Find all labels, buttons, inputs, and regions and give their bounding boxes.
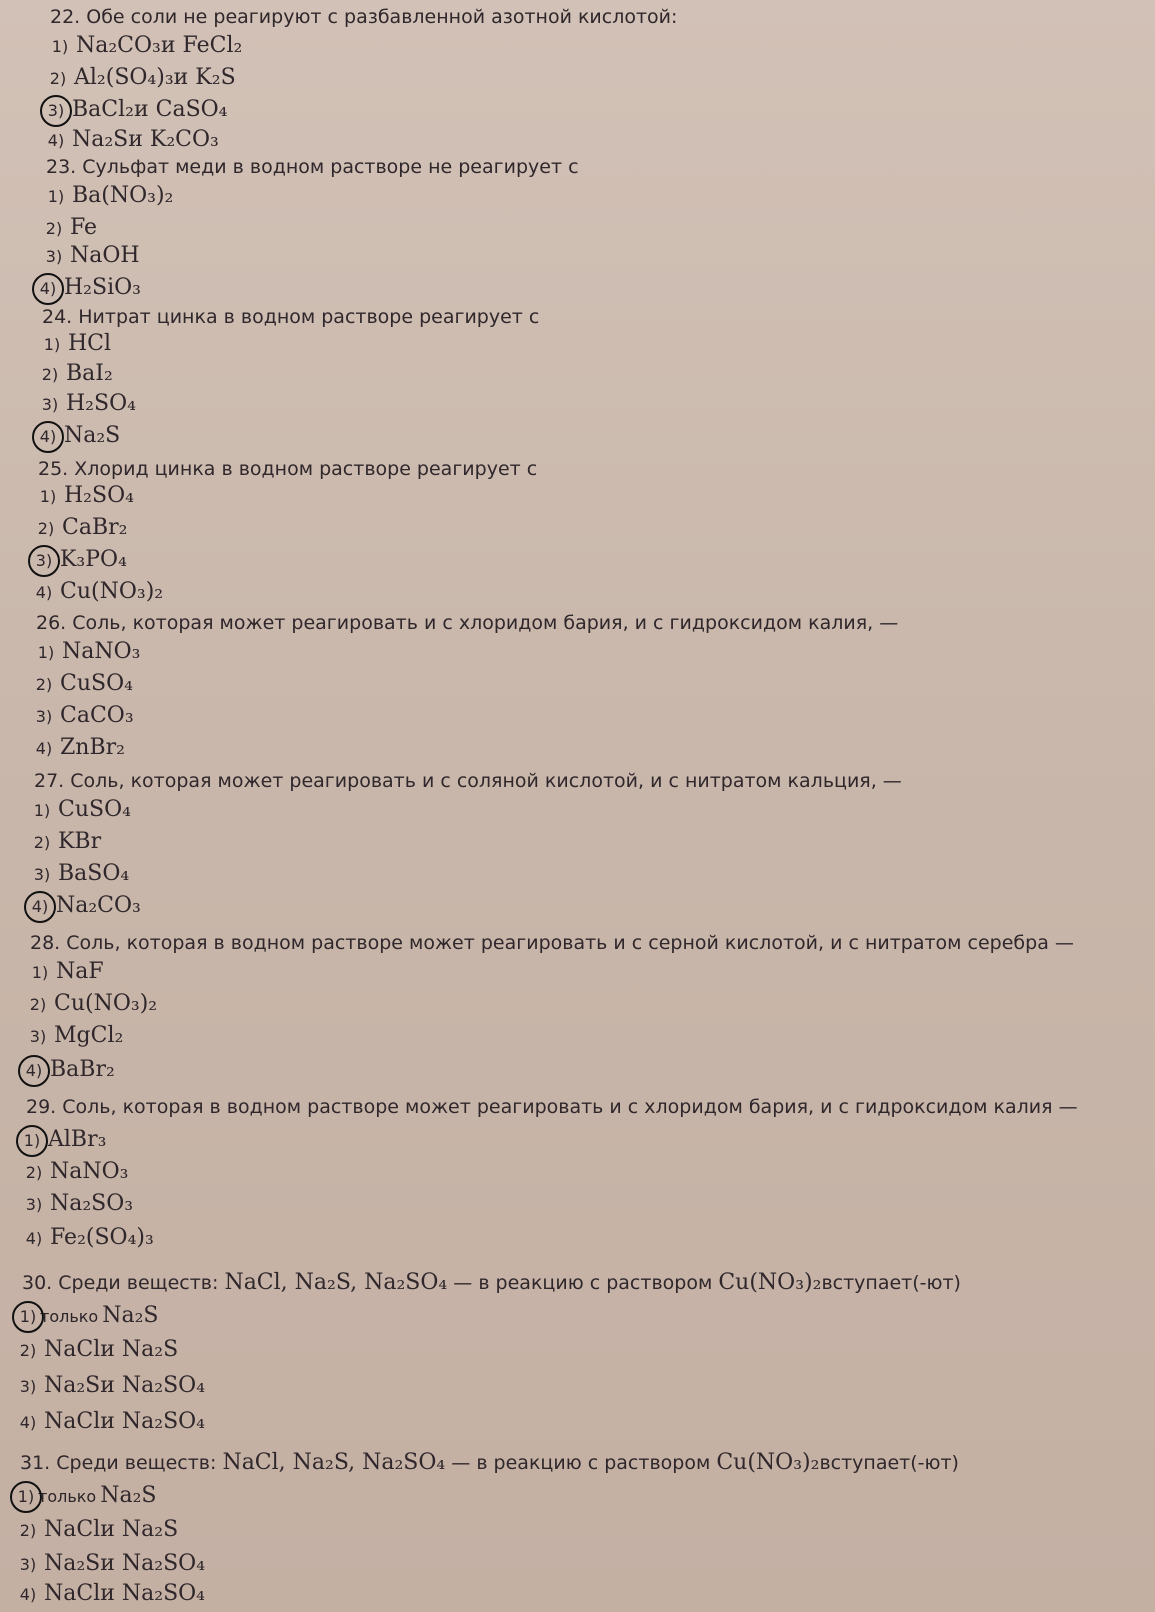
option-formula: NaF	[56, 959, 104, 984]
question-29-option-1[interactable]	[20, 1124, 106, 1156]
option-number: 1)	[39, 487, 57, 506]
option-formula: CuSO₄	[58, 797, 131, 822]
question-28-option-3[interactable]	[26, 1020, 123, 1052]
question-24-option-1[interactable]	[40, 328, 111, 360]
option-formula: H₂SO₄	[64, 483, 134, 508]
option-formula: MgCl₂	[54, 1023, 124, 1048]
question-22-text: 22. Обе соли не реагируют с разбавленной азотной кислотой:	[50, 6, 678, 28]
option-formula: CuSO₄	[60, 671, 133, 696]
question-24-option-4[interactable]	[36, 420, 120, 452]
option-formula: Na₂SO₃	[50, 1191, 134, 1216]
option-number: 4)	[47, 131, 65, 150]
question-23-option-3[interactable]	[42, 240, 140, 272]
substances-list: NaCl, Na₂S, Na₂SO₄	[222, 1450, 446, 1475]
option-number: 1)	[51, 37, 69, 56]
option-number-circled: 4)	[36, 421, 60, 453]
option-number: 2)	[35, 675, 53, 694]
option-formula: K₃PO₄	[60, 547, 127, 572]
question-29-option-2[interactable]	[22, 1156, 128, 1188]
question-26-option-2[interactable]	[32, 668, 133, 700]
option-formula: AlBr₃	[48, 1127, 107, 1152]
question-30-option-1[interactable]	[16, 1300, 158, 1332]
option-number: 3)	[29, 1027, 47, 1046]
question-25-option-4[interactable]	[32, 576, 163, 608]
option-number: 1)	[47, 187, 65, 206]
option-number: 4)	[19, 1585, 37, 1604]
option-number: 3)	[19, 1377, 37, 1396]
option-number: 2)	[29, 995, 47, 1014]
question-29-option-3[interactable]	[22, 1188, 133, 1220]
question-26-option-4[interactable]	[32, 732, 125, 764]
option-number: 3)	[19, 1555, 37, 1574]
question-26-text: 26. Соль, которая может реагировать и с хлоридом бария, и с гидроксидом калия, —	[36, 612, 899, 634]
question-30-option-2[interactable]	[16, 1334, 178, 1366]
option-number-circled: 1)	[16, 1301, 40, 1333]
option-number-circled: 1)	[14, 1481, 38, 1513]
option-number: 4)	[35, 583, 53, 602]
question-middle: — в реакцию с раствором	[451, 1452, 711, 1474]
option-number: 1)	[33, 801, 51, 820]
option-prefix: только	[40, 1307, 99, 1326]
option-formula: Na₂S	[100, 1483, 157, 1508]
option-formula: Cu(NO₃)₂	[54, 991, 158, 1016]
question-25-text: 25. Хлорид цинка в водном растворе реагирует с	[38, 458, 538, 480]
option-number: 2)	[37, 519, 55, 538]
question-25-option-3[interactable]	[32, 544, 127, 576]
option-number-circled: 4)	[22, 1055, 46, 1087]
question-26-option-1[interactable]	[34, 636, 140, 668]
option-formula: NaNO₃	[50, 1159, 129, 1184]
option-number: 1)	[37, 643, 55, 662]
option-number: 2)	[19, 1341, 37, 1360]
option-formula: KBr	[58, 829, 102, 854]
option-formula: BaBr₂	[50, 1057, 115, 1082]
option-prefix: только	[38, 1487, 97, 1506]
question-30-option-4[interactable]	[16, 1406, 205, 1438]
question-31-option-2[interactable]	[16, 1514, 178, 1546]
option-formula: Na₂S	[102, 1303, 159, 1328]
question-31-option-1[interactable]	[14, 1480, 156, 1512]
option-formula: Na₂Sи K₂CO₃	[72, 127, 219, 152]
question-29-text: 29. Соль, которая в водном растворе может реагировать и с хлоридом бария, и с гидроксидом калия —	[26, 1096, 1078, 1118]
option-formula: BaSO₄	[58, 861, 130, 886]
option-number: 4)	[19, 1413, 37, 1432]
question-31-text	[20, 1446, 959, 1480]
question-30-option-3[interactable]	[16, 1370, 205, 1402]
question-24-text: 24. Нитрат цинка в водном растворе реагирует с	[42, 306, 540, 328]
option-number-circled: 3)	[32, 545, 56, 577]
option-formula: NaClи Na₂S	[44, 1517, 179, 1542]
option-formula: BaI₂	[66, 361, 113, 386]
option-formula: H₂SO₄	[66, 391, 136, 416]
question-30-text	[22, 1266, 961, 1300]
option-formula: CaCO₃	[60, 703, 134, 728]
question-27-option-4[interactable]	[28, 890, 141, 922]
option-number: 1)	[31, 963, 49, 982]
option-number-circled: 1)	[20, 1125, 44, 1157]
option-number: 2)	[25, 1163, 43, 1182]
option-number: 2)	[49, 69, 67, 88]
option-formula: Fe	[70, 215, 98, 240]
question-23-text: 23. Сульфат меди в водном растворе не реагирует с	[46, 156, 579, 178]
question-27-text: 27. Соль, которая может реагировать и с соляной кислотой, и с нитратом кальция, —	[34, 770, 902, 792]
option-number: 3)	[41, 395, 59, 414]
option-formula: H₂SiO₃	[64, 275, 141, 300]
question-28-option-1[interactable]	[28, 956, 104, 988]
option-number: 2)	[19, 1521, 37, 1540]
question-26-option-3[interactable]	[32, 700, 134, 732]
option-number: 3)	[45, 247, 63, 266]
option-formula: Cu(NO₃)₂	[60, 579, 164, 604]
option-formula: NaClи Na₂SO₄	[44, 1409, 206, 1434]
question-22-option-2[interactable]	[46, 62, 236, 94]
question-23-option-4[interactable]	[36, 272, 141, 304]
option-formula: NaClи Na₂SO₄	[44, 1581, 206, 1606]
question-lead: 31. Среди веществ:	[20, 1452, 217, 1474]
option-formula: Na₂S	[64, 423, 121, 448]
question-22-option-1[interactable]	[48, 30, 242, 62]
question-31-option-4[interactable]	[16, 1578, 205, 1610]
question-29-option-4[interactable]	[22, 1222, 154, 1254]
option-number: 3)	[25, 1195, 43, 1214]
question-28-option-4[interactable]	[22, 1054, 115, 1086]
question-25-option-1[interactable]	[36, 480, 134, 512]
option-number: 3)	[35, 707, 53, 726]
question-31-option-3[interactable]	[16, 1548, 205, 1580]
option-number: 3)	[33, 865, 51, 884]
option-number-circled: 4)	[28, 891, 52, 923]
option-formula: BaCl₂и CaSO₄	[72, 97, 228, 122]
option-formula: NaOH	[70, 243, 140, 268]
question-22-option-4[interactable]	[44, 124, 219, 156]
question-27-option-1[interactable]	[30, 794, 131, 826]
option-formula: NaNO₃	[62, 639, 141, 664]
question-24-option-2[interactable]	[38, 358, 113, 390]
question-24-option-3[interactable]	[38, 388, 136, 420]
option-number: 1)	[43, 335, 61, 354]
option-formula: Na₂Sи Na₂SO₄	[44, 1551, 206, 1576]
question-27-option-3[interactable]	[30, 858, 129, 890]
option-formula: NaClи Na₂S	[44, 1337, 179, 1362]
question-28-text: 28. Соль, которая в водном растворе может реагировать и с серной кислотой, и с нитратом серебра —	[30, 932, 1074, 954]
option-formula: CaBr₂	[62, 515, 128, 540]
question-lead: 30. Среди веществ:	[22, 1272, 219, 1294]
question-27-option-2[interactable]	[30, 826, 101, 858]
option-number: 4)	[35, 739, 53, 758]
question-23-option-1[interactable]	[44, 180, 173, 212]
question-middle: — в реакцию с раствором	[453, 1272, 713, 1294]
option-formula: Na₂CO₃и FeCl₂	[76, 33, 243, 58]
option-formula: Na₂CO₃	[56, 893, 141, 918]
question-tail: вступает(-ют)	[821, 1272, 961, 1294]
option-formula: HCl	[68, 331, 112, 356]
substances-list: NaCl, Na₂S, Na₂SO₄	[224, 1270, 448, 1295]
reagent-formula: Cu(NO₃)₂	[718, 1270, 822, 1295]
reagent-formula: Cu(NO₃)₂	[716, 1450, 820, 1475]
option-formula: Fe₂(SO₄)₃	[50, 1225, 154, 1250]
question-28-option-2[interactable]	[26, 988, 157, 1020]
option-number-circled: 4)	[36, 273, 60, 305]
option-formula: ZnBr₂	[60, 735, 125, 760]
option-number: 2)	[33, 833, 51, 852]
option-number: 2)	[45, 219, 63, 238]
question-22-option-3[interactable]	[44, 94, 228, 126]
option-number: 4)	[25, 1229, 43, 1248]
option-number: 2)	[41, 365, 59, 384]
option-formula: Ba(NO₃)₂	[72, 183, 174, 208]
option-formula: Na₂Sи Na₂SO₄	[44, 1373, 206, 1398]
option-number-circled: 3)	[44, 95, 68, 127]
option-formula: Al₂(SO₄)₃и K₂S	[74, 65, 236, 90]
question-tail: вступает(-ют)	[819, 1452, 959, 1474]
question-25-option-2[interactable]	[34, 512, 127, 544]
